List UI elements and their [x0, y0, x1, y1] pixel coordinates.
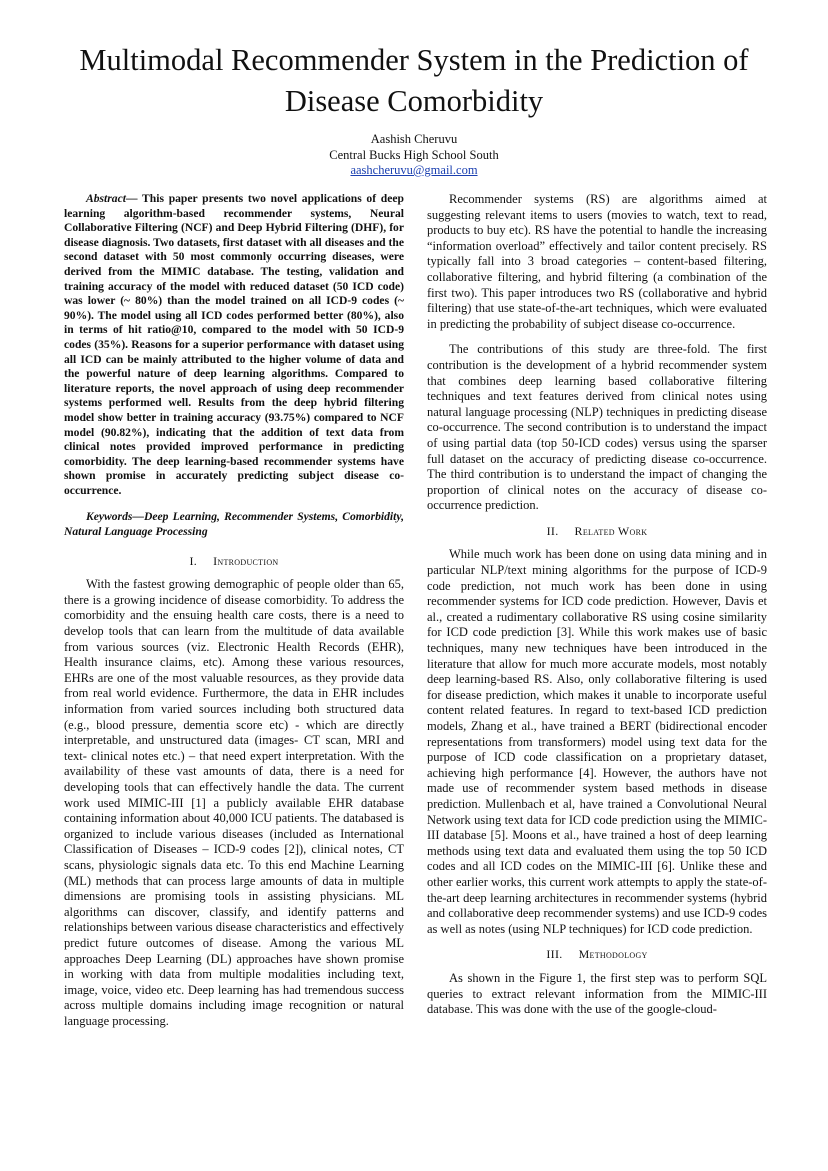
author-affiliation: Central Bucks High School South [329, 147, 499, 162]
abstract [64, 192, 404, 498]
author-email-link[interactable]: aashcheruvu@gmail.com [350, 163, 478, 177]
left-column [64, 192, 404, 1039]
keywords: Keywords—Deep Learning, Recommender Systems, Comorbidity, Natural Language Processing [64, 510, 404, 539]
right-column [427, 192, 767, 1028]
abstract-text: This paper presents two novel applications of deep learning algorithm-based recommender systems, Neural Collaborative Filtering (NCF) and Deep Hybrid Filtering (DHF), for disease diagnosis. Two datasets, first dataset with all diseases and the second dataset with 50 most commonly occurring diseases, were derived from the MIMIC database. The testing, validation and training accuracy of the model with reduced dataset (50 ICD code) was lower (~ 80%) than the model trained on all ICD-9 codes (~ 90%). The model using all ICD codes performed better (80%), also in terms of hit ratio@10, compared to the model with 50 ICD-9 codes (35%). Reasons for a superior performance with dataset using all ICD can be mainly attributed to the higher volume of data and the powerful nature of deep learning algorithms. Compared to literature reports, the novel approach of using deep recommender systems performed well. Results from the deep hybrid filtering model show better in training accuracy (93.75%) compared to NCF model (90.82%), indicating that the addition of text data from clinical notes provided improved performance in predicting comorbidity. The deep learning-based recommender systems have shown promise in accurately predicting subject disease co-occurrence. [64, 192, 404, 497]
author-block [0, 132, 828, 179]
section-heading-introduction [64, 554, 404, 570]
section-number: III. [546, 947, 563, 962]
section-number: I. [189, 553, 198, 568]
section-title: Methodology [578, 947, 648, 962]
abstract-label: Abstract— [86, 192, 138, 205]
section-title: Introduction [213, 553, 279, 568]
section-heading-methodology [427, 947, 767, 963]
section-heading-related-work [427, 524, 767, 540]
related-work-paragraph: While much work has been done on using data mining and in particular NLP/text mining algorithms for the purpose of ICD-9 code prediction, not much work has been done in using recommender systems for ICD code prediction. However, Davis et al., created a rudimentary collaborative RS using cosine similarity for ICD code prediction [3]. While this work makes use of basic techniques, many new techniques have been introduced in the literature that allow for much more accurate models, most notably deep learning-based RS. Also, only collaborative filtering is used for disease prediction, which makes it unable to incorporate useful content related features. In regard to text-based ICD prediction models, Zhang et al., have trained a BERT (bidirectional encoder representations from transformers) model using text data for the purpose of ICD code classification on a proprietary dataset, achieving high performance [4]. However, the authors have not made use of recommender system based methods in disease prediction. Mullenbach et al, have trained a Convolutional Neural Network using text data for ICD code prediction using the MIMIC-III database [5]. Moons et al., have trained a host of deep learning methods using text data and evaluated them using the top 50 ICD codes and all ICD codes on the MIMIC-III [6]. Unlike these and other earlier works, this current work attempts to apply the state-of-the-art deep learning architectures in recommender systems (hybrid and collaborative deep recommender systems) and use ICD-9 codes as well as notes (using NLP techniques) for ICD code prediction. [427, 547, 767, 936]
section-number: II. [546, 523, 559, 538]
contributions-paragraph: The contributions of this study are three-fold. The first contribution is the development of a hybrid recommender system that combines deep learning based collaborative filtering techniques and text features derived from clinical notes using natural language processing (NLP) techniques in predicting disease co-occurrence. The second contribution is to understand the impact of using partial data (top 50-ICD codes) versus using the sparser full dataset on the accuracy of predicting disease co-occurrence. The third contribution is to understand the impact of changing the proportion of clinical notes on the accuracy of disease co-occurrence prediction. [427, 342, 767, 513]
recommender-systems-paragraph: Recommender systems (RS) are algorithms aimed at suggesting relevant items to users (movies to watch, text to read, products to buy etc). RS have the potential to handle the increasing “information overload” effectively and tailor content precisely. RS typically fall into 3 broad categories – content-based filtering, collaborative filtering, and hybrid filtering (a combination of the first two). This paper introduces two RS (collaborative and hybrid filtering) that use state-of-the-art techniques, which were evaluated in predicting the probability of subject disease co-occurrence. [427, 192, 767, 331]
paper-title: Multimodal Recommender System in the Prediction of Disease Comorbidity [79, 43, 749, 118]
methodology-paragraph: As shown in the Figure 1, the first step was to perform SQL queries to extract relevant information from the MIMIC-III database. This was done with the use of the google-cloud- [427, 970, 767, 1017]
introduction-paragraph: With the fastest growing demographic of people older than 65, there is a growing incidence of disease comorbidity. To address the comorbidity and the ensuing health care costs, there is a need to develop tools that can learn from the multitude of data available from various sources (viz. Electronic Health Records (EHR), Health insurance claims, etc). Among these various resources, EHRs are one of the most valuable resources, as they provide data from real world evidence. Furthermore, the data in EHR includes information from varied sources including both structured data (e.g., blood pressure, dementia score etc) - which are directly interpretable, and unstructured data (images- CT scan, MRI and text- clinical notes etc.) – that need expert interpretation. With the availability of these vast amounts of data, there is a need for developing tools that can effectively handle the data. The current work used MIMIC-III [1] a publicly available EHR database containing information about 40,000 ICU patients. The databased is organized to include various diseases (included as International Classification of Diseases – ICD-9 codes [2]), clinical notes, CT scans, physiologic signals data etc. To this end Machine Learning (ML) methods that can process large amounts of data in multiple dimensions are promising tools in assisting physicians. ML algorithms can discover, classify, and identify patterns and relationships between various disease characteristics and effectively predict future outcomes of disease. Among the various ML approaches Deep Learning (DL) approaches have shown promise in working with data from multiple modalities including text, image, voice, video etc. Deep learning has had tremendous success across multiple domains including image recognition or natural language processing. [64, 577, 404, 1028]
author-name: Aashish Cheruvu [370, 132, 458, 146]
section-title: Related Work [574, 523, 648, 538]
